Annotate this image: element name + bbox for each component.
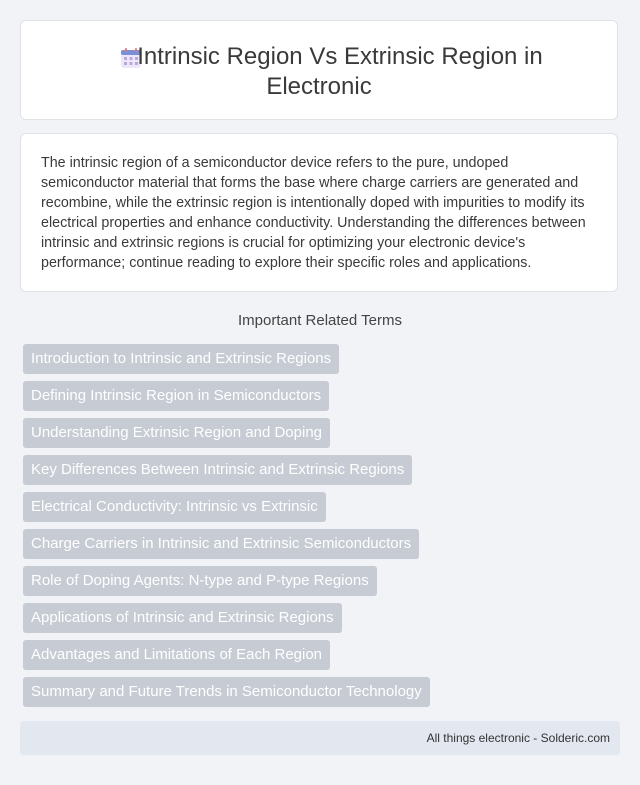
title-card (20, 20, 618, 120)
related-terms-heading: Important Related Terms (238, 312, 402, 329)
related-term-link[interactable]: Key Differences Between Intrinsic and Extrinsic Regions (23, 455, 412, 485)
page-title-line-2: Electronic (266, 73, 372, 100)
page-title (21, 42, 617, 102)
description-text: The intrinsic region of a semiconductor device refers to the pure, undoped semiconductor material that forms the base where charge carriers are generated and recombine, while the extrinsic region is intentionally doped with impurities to modify its electrical properties and enhance conductivity. Understanding the differences between intrinsic and extrinsic regions is crucial for optimizing your electronic device's performance; continue reading to explore their specific roles and applications. (41, 155, 586, 271)
related-term-link[interactable]: Understanding Extrinsic Region and Doping (23, 418, 330, 448)
related-term-link[interactable]: Summary and Future Trends in Semiconductor Technology (23, 677, 430, 707)
page-title-line-1: Intrinsic Region Vs Extrinsic Region in (137, 43, 543, 70)
related-term-link[interactable]: Electrical Conductivity: Intrinsic vs Extrinsic (23, 492, 326, 522)
description-card (20, 133, 618, 292)
related-term-link[interactable]: Charge Carriers in Intrinsic and Extrinsic Semiconductors (23, 529, 419, 559)
related-term-link[interactable]: Introduction to Intrinsic and Extrinsic Regions (23, 344, 339, 374)
related-term-link[interactable]: Role of Doping Agents: N-type and P-type Regions (23, 566, 377, 596)
related-term-link[interactable]: Defining Intrinsic Region in Semiconductors (23, 381, 329, 411)
related-term-link[interactable]: Advantages and Limitations of Each Region (23, 640, 330, 670)
related-terms-list (23, 344, 623, 714)
related-term-link[interactable]: Applications of Intrinsic and Extrinsic Regions (23, 603, 342, 633)
footer-credit: All things electronic - Solderic.com (426, 731, 610, 745)
footer (20, 721, 620, 755)
